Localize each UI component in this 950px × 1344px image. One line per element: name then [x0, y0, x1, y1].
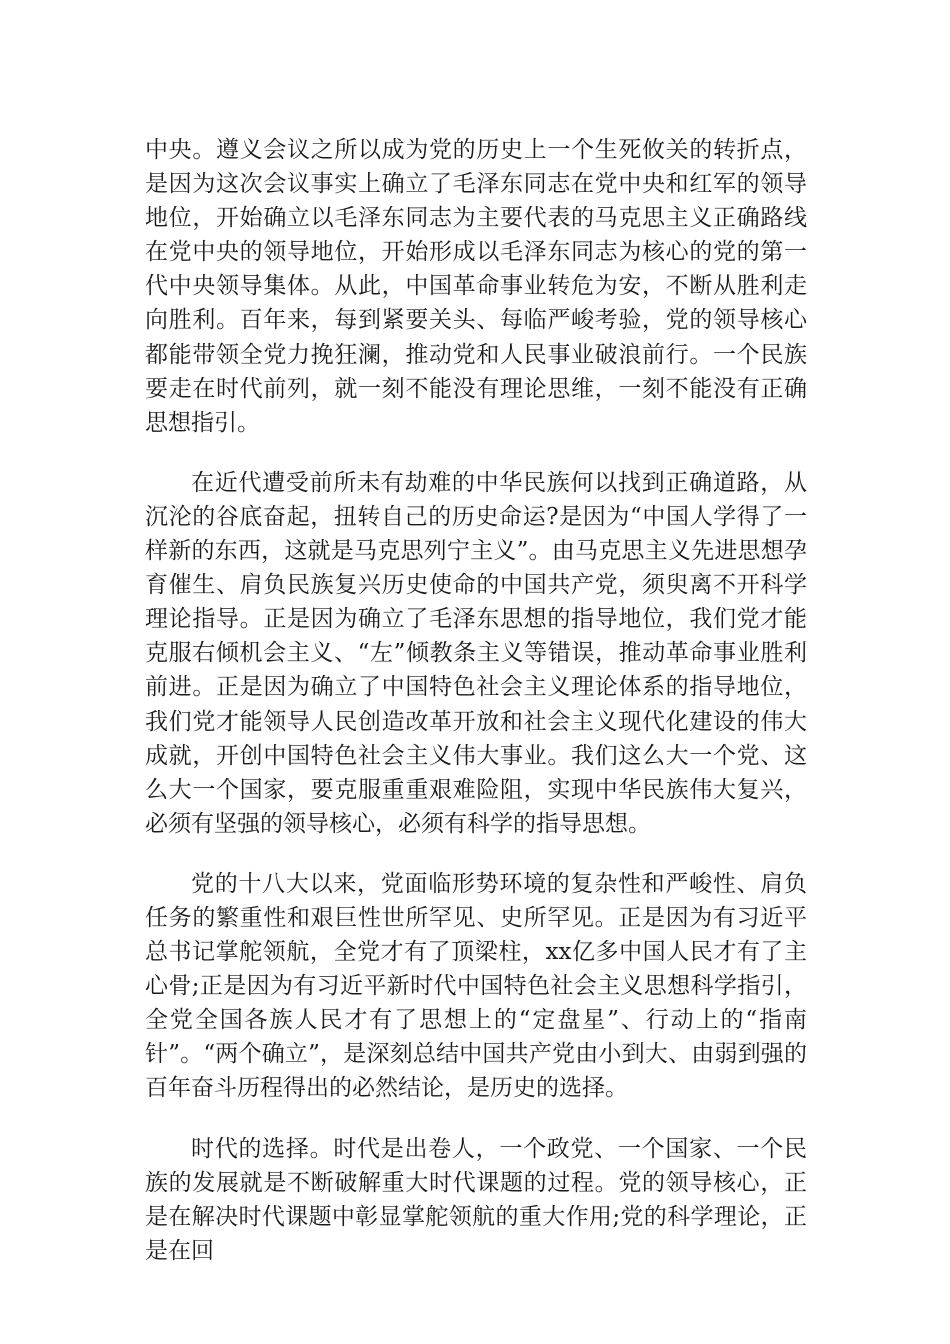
paragraph-2: 在近代遭受前所未有劫难的中华民族何以找到正确道路，从沉沦的谷底奋起，扭转自己的历史命运?是因为“中国人学得了一样新的东西，这就是马克思列宁主义”。由马克思主义先进思想孕育催生、肩负民族复兴历史使命的中国共产党，须臾离不开科学理论指导。正是因为确立了毛泽东思想的指导地位，我们党才能克服右倾机会主义、“左”倾教条主义等错误，推动革命事业胜利前进。正是因为确立了中国特色社会主义理论体系的指导地位，我们党才能领导人民创造改革开放和社会主义现代化建设的伟大成就，开创中国特色社会主义伟大事业。我们这么大一个党、这么大一个国家，要克服重重艰难险阻，实现中华民族伟大复兴，必须有坚强的领导核心，必须有科学的指导思想。: [145, 469, 807, 837]
paragraph-4: 时代的选择。时代是出卷人，一个政党、一个国家、一个民族的发展就是不断破解重大时代课题的过程。党的领导核心，正是在解决时代课题中彰显掌舵领航的重大作用;党的科学理论，正是在回: [145, 1135, 807, 1264]
paragraph-1: 中央。遵义会议之所以成为党的历史上一个生死攸关的转折点，是因为这次会议事实上确立了毛泽东同志在党中央和红军的领导地位，开始确立以毛泽东同志为主要代表的马克思主义正确路线在党中央的领导地位，开始形成以毛泽东同志为核心的党的第一代中央领导集体。从此，中国革命事业转危为安，不断从胜利走向胜利。百年来，每到紧要关头、每临严峻考验，党的领导核心都能带领全党力挽狂澜，推动党和人民事业破浪前行。一个民族要走在时代前列，就一刻不能没有理论思维，一刻不能没有正确思想指引。: [145, 137, 807, 436]
paragraph-3: 党的十八大以来，党面临形势环境的复杂性和严峻性、肩负任务的繁重性和艰巨性世所罕见、史所罕见。正是因为有习近平总书记掌舵领航，全党才有了顶梁柱，xx亿多中国人民才有了主心骨;正是因为有习近平新时代中国特色社会主义思想科学指引，全党全国各族人民才有了思想上的“定盘星”、行动上的“指南针”。“两个确立”，是深刻总结中国共产党由小到大、由弱到强的百年奋斗历程得出的必然结论，是历史的选择。: [145, 870, 807, 1102]
document-body: [145, 133, 807, 1268]
